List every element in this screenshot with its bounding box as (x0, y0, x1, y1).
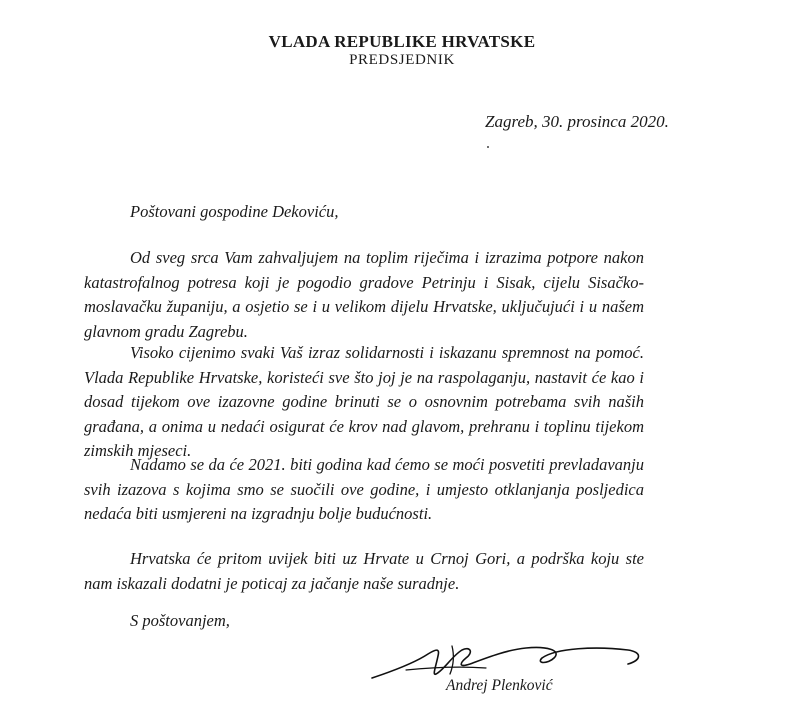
letterhead-organization: VLADA REPUBLIKE HRVATSKE (268, 32, 536, 51)
paragraph-4: Hrvatska će pritom uvijek biti uz Hrvate u Crnoj Gori, a podrška koju ste nam iskazali dodatni je poticaj za jačanje naše suradnje. (84, 549, 644, 593)
closing: S poštovanjem, (130, 611, 230, 630)
paragraph-2: Visoko cijenimo svaki Vaš izraz solidarnosti i iskazanu spremnost na pomoć. Vlada Republike Hrvatske, koristeći sve što joj je na raspolaganju, nastavit će kao i dosad tijekom ove izazovne godine brinuti se o osnovnim potrebama svih naših građana, a onima u nedaći osigurat će krov nad glavom, prehranu i toplinu tijekom zimskih mjeseci. (84, 343, 644, 460)
date-line: Zagreb, 30. prosinca 2020. (485, 112, 669, 131)
signer-name: Andrej Plenković (446, 677, 553, 694)
paragraph-3: Nadamo se da će 2021. biti godina kad ćemo se moći posvetiti prevladavanju svih izazova s kojima smo se suočili ove godine, i umjesto otklanjanja posljedica nedaća biti usmjereni na izgradnju bolje budućnosti. (84, 455, 644, 523)
salutation: Poštovani gospodine Dekoviću, (130, 202, 339, 221)
letterhead-role: PREDSJEDNIK (349, 52, 455, 68)
paragraph-1: Od sveg srca Vam zahvaljujem na toplim riječima i izrazima potpore nakon katastrofalnog potresa koji je pogodio gradove Petrinju i Sisak, cijelu Sisačko-moslavačku županiju, a osjetio se i u velikom dijelu Hrvatske, uključujući i u našem glavnom gradu Zagrebu. (84, 248, 644, 341)
scan-speck (487, 146, 489, 148)
